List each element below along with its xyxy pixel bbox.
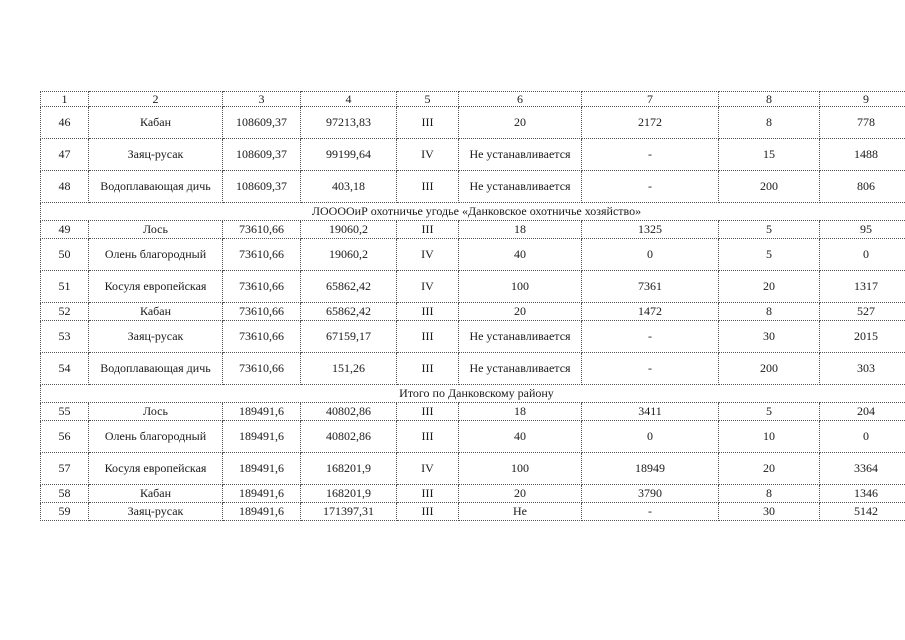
species-cell: Кабан <box>89 485 223 503</box>
population-cell: 1325 <box>582 221 719 239</box>
quota-percent-cell: 200 <box>719 171 820 203</box>
table-row <box>41 353 905 385</box>
bonitet-class-cell: IV <box>397 239 459 271</box>
area-habitat-cell: 19060,2 <box>301 239 397 271</box>
row-number-cell: 49 <box>41 221 89 239</box>
population-cell: - <box>582 171 719 203</box>
column-number: 2 <box>89 92 223 107</box>
quota-cell: 778 <box>820 107 905 139</box>
quota-cell: 204 <box>820 403 905 421</box>
table-row <box>41 107 905 139</box>
quota-percent-cell: 5 <box>719 239 820 271</box>
table-row <box>41 271 905 303</box>
column-number-row <box>41 92 905 107</box>
species-cell: Кабан <box>89 107 223 139</box>
species-cell: Косуля европейская <box>89 453 223 485</box>
area-total-cell: 189491,6 <box>223 503 301 521</box>
table-row <box>41 421 905 453</box>
bonitet-class-cell: III <box>397 321 459 353</box>
table-row <box>41 221 905 239</box>
quota-cell: 303 <box>820 353 905 385</box>
population-cell: 3411 <box>582 403 719 421</box>
quota-cell: 1346 <box>820 485 905 503</box>
row-number-cell: 52 <box>41 303 89 321</box>
population-cell: 3790 <box>582 485 719 503</box>
row-number-cell: 48 <box>41 171 89 203</box>
norm-cell: 100 <box>459 271 582 303</box>
quota-percent-cell: 8 <box>719 303 820 321</box>
quota-percent-cell: 5 <box>719 403 820 421</box>
row-number-cell: 50 <box>41 239 89 271</box>
norm-cell: Не устанавливается <box>459 139 582 171</box>
table-row <box>41 485 905 503</box>
area-total-cell: 108609,37 <box>223 171 301 203</box>
quota-percent-cell: 30 <box>719 503 820 521</box>
area-habitat-cell: 99199,64 <box>301 139 397 171</box>
row-number-cell: 47 <box>41 139 89 171</box>
section-header-row <box>41 385 905 403</box>
area-total-cell: 108609,37 <box>223 139 301 171</box>
norm-cell: 40 <box>459 239 582 271</box>
species-cell: Косуля европейская <box>89 271 223 303</box>
row-number-cell: 59 <box>41 503 89 521</box>
species-cell: Лось <box>89 403 223 421</box>
table-row <box>41 303 905 321</box>
quota-cell: 2015 <box>820 321 905 353</box>
hunting-data-table <box>40 91 905 521</box>
quota-percent-cell: 5 <box>719 221 820 239</box>
area-habitat-cell: 40802,86 <box>301 403 397 421</box>
area-habitat-cell: 19060,2 <box>301 221 397 239</box>
area-total-cell: 108609,37 <box>223 107 301 139</box>
species-cell: Заяц-русак <box>89 321 223 353</box>
norm-cell: 18 <box>459 403 582 421</box>
column-number: 8 <box>719 92 820 107</box>
bonitet-class-cell: III <box>397 171 459 203</box>
norm-cell: 100 <box>459 453 582 485</box>
quota-percent-cell: 10 <box>719 421 820 453</box>
area-habitat-cell: 168201,9 <box>301 485 397 503</box>
norm-cell: 20 <box>459 303 582 321</box>
population-cell: - <box>582 321 719 353</box>
population-cell: 0 <box>582 239 719 271</box>
norm-cell: Не устанавливается <box>459 321 582 353</box>
bonitet-class-cell: IV <box>397 453 459 485</box>
area-total-cell: 73610,66 <box>223 221 301 239</box>
table-row <box>41 171 905 203</box>
area-habitat-cell: 168201,9 <box>301 453 397 485</box>
row-number-cell: 55 <box>41 403 89 421</box>
section-title: ЛООООиР охотничье угодье «Данковское охотничье хозяйство» <box>41 203 905 221</box>
area-habitat-cell: 403,18 <box>301 171 397 203</box>
population-cell: 0 <box>582 421 719 453</box>
quota-cell: 1488 <box>820 139 905 171</box>
quota-percent-cell: 8 <box>719 107 820 139</box>
row-number-cell: 46 <box>41 107 89 139</box>
table-row <box>41 453 905 485</box>
area-habitat-cell: 67159,17 <box>301 321 397 353</box>
area-total-cell: 73610,66 <box>223 271 301 303</box>
norm-cell: Не <box>459 503 582 521</box>
quota-percent-cell: 8 <box>719 485 820 503</box>
area-habitat-cell: 40802,86 <box>301 421 397 453</box>
norm-cell: 18 <box>459 221 582 239</box>
bonitet-class-cell: III <box>397 421 459 453</box>
area-habitat-cell: 65862,42 <box>301 303 397 321</box>
table-row <box>41 239 905 271</box>
quota-cell: 3364 <box>820 453 905 485</box>
quota-percent-cell: 200 <box>719 353 820 385</box>
row-number-cell: 56 <box>41 421 89 453</box>
column-number: 9 <box>820 92 905 107</box>
area-total-cell: 73610,66 <box>223 321 301 353</box>
bonitet-class-cell: III <box>397 485 459 503</box>
area-habitat-cell: 151,26 <box>301 353 397 385</box>
table-body <box>41 92 905 521</box>
quota-cell: 0 <box>820 239 905 271</box>
bonitet-class-cell: III <box>397 353 459 385</box>
table-row <box>41 403 905 421</box>
quota-cell: 1317 <box>820 271 905 303</box>
column-number: 6 <box>459 92 582 107</box>
area-total-cell: 189491,6 <box>223 453 301 485</box>
row-number-cell: 53 <box>41 321 89 353</box>
population-cell: - <box>582 139 719 171</box>
quota-cell: 527 <box>820 303 905 321</box>
population-cell: - <box>582 503 719 521</box>
area-habitat-cell: 65862,42 <box>301 271 397 303</box>
quota-cell: 95 <box>820 221 905 239</box>
row-number-cell: 58 <box>41 485 89 503</box>
population-cell: 2172 <box>582 107 719 139</box>
quota-cell: 806 <box>820 171 905 203</box>
area-total-cell: 189491,6 <box>223 485 301 503</box>
population-cell: 1472 <box>582 303 719 321</box>
bonitet-class-cell: III <box>397 403 459 421</box>
bonitet-class-cell: III <box>397 503 459 521</box>
population-cell: - <box>582 353 719 385</box>
column-number: 7 <box>582 92 719 107</box>
section-title: Итого по Данковскому району <box>41 385 905 403</box>
quota-cell: 0 <box>820 421 905 453</box>
section-header-row <box>41 203 905 221</box>
norm-cell: Не устанавливается <box>459 171 582 203</box>
area-habitat-cell: 97213,83 <box>301 107 397 139</box>
species-cell: Водоплавающая дичь <box>89 353 223 385</box>
species-cell: Олень благородный <box>89 421 223 453</box>
quota-percent-cell: 30 <box>719 321 820 353</box>
quota-percent-cell: 20 <box>719 271 820 303</box>
bonitet-class-cell: IV <box>397 271 459 303</box>
quota-percent-cell: 20 <box>719 453 820 485</box>
norm-cell: Не устанавливается <box>459 353 582 385</box>
population-cell: 18949 <box>582 453 719 485</box>
table-row <box>41 321 905 353</box>
column-number: 1 <box>41 92 89 107</box>
norm-cell: 20 <box>459 107 582 139</box>
species-cell: Заяц-русак <box>89 139 223 171</box>
area-total-cell: 73610,66 <box>223 303 301 321</box>
area-total-cell: 73610,66 <box>223 353 301 385</box>
area-total-cell: 189491,6 <box>223 421 301 453</box>
area-total-cell: 73610,66 <box>223 239 301 271</box>
table-row <box>41 139 905 171</box>
column-number: 5 <box>397 92 459 107</box>
quota-percent-cell: 15 <box>719 139 820 171</box>
species-cell: Кабан <box>89 303 223 321</box>
species-cell: Водоплавающая дичь <box>89 171 223 203</box>
population-cell: 7361 <box>582 271 719 303</box>
row-number-cell: 57 <box>41 453 89 485</box>
bonitet-class-cell: III <box>397 303 459 321</box>
row-number-cell: 54 <box>41 353 89 385</box>
norm-cell: 20 <box>459 485 582 503</box>
bonitet-class-cell: III <box>397 221 459 239</box>
species-cell: Заяц-русак <box>89 503 223 521</box>
table-row <box>41 503 905 521</box>
bonitet-class-cell: III <box>397 107 459 139</box>
column-number: 4 <box>301 92 397 107</box>
species-cell: Лось <box>89 221 223 239</box>
species-cell: Олень благородный <box>89 239 223 271</box>
area-habitat-cell: 171397,31 <box>301 503 397 521</box>
quota-cell: 5142 <box>820 503 905 521</box>
row-number-cell: 51 <box>41 271 89 303</box>
norm-cell: 40 <box>459 421 582 453</box>
column-number: 3 <box>223 92 301 107</box>
bonitet-class-cell: IV <box>397 139 459 171</box>
area-total-cell: 189491,6 <box>223 403 301 421</box>
